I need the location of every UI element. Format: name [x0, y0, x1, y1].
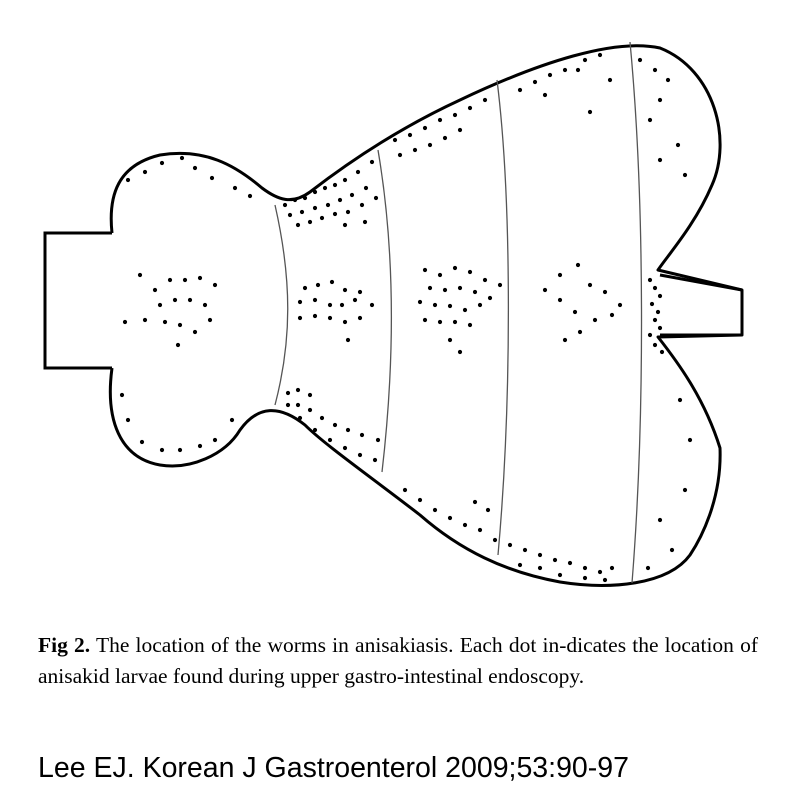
larva-dot	[126, 178, 130, 182]
citation: Lee EJ. Korean J Gastroenterol 2009;53:90-97	[38, 752, 629, 784]
larva-dot	[648, 118, 652, 122]
larva-dot	[183, 278, 187, 282]
larva-dot	[458, 286, 462, 290]
larva-dot	[483, 98, 487, 102]
larva-dot	[683, 173, 687, 177]
larva-dot	[523, 548, 527, 552]
larva-dot	[178, 323, 182, 327]
larva-dot	[343, 223, 347, 227]
larva-dot	[638, 58, 642, 62]
larva-dot	[563, 338, 567, 342]
larva-dot	[653, 286, 657, 290]
larva-dot	[453, 320, 457, 324]
larva-dot	[478, 303, 482, 307]
larva-dot	[656, 310, 660, 314]
larva-dot	[213, 438, 217, 442]
larva-dot	[658, 98, 662, 102]
larva-dot	[398, 153, 402, 157]
caption-text: The location of the worms in anisakiasis. Each dot in-dicates the location of anisakid larvae found during upper gastro-intestinal endoscopy.	[38, 633, 758, 688]
larva-dot	[363, 220, 367, 224]
larva-dot	[648, 278, 652, 282]
larva-dot	[313, 190, 317, 194]
larva-dot	[670, 548, 674, 552]
larva-dot	[288, 213, 292, 217]
larva-dot	[658, 518, 662, 522]
larva-dot	[403, 488, 407, 492]
larva-dot	[463, 523, 467, 527]
larva-dot	[473, 290, 477, 294]
larva-dot	[346, 210, 350, 214]
larva-dot	[296, 388, 300, 392]
larva-dot	[303, 196, 307, 200]
larva-dot	[598, 570, 602, 574]
larva-dot	[168, 278, 172, 282]
larva-dot	[313, 298, 317, 302]
larva-dot	[360, 433, 364, 437]
larva-dot	[653, 343, 657, 347]
larva-dot	[364, 186, 368, 190]
larva-dot	[413, 148, 417, 152]
larva-dot	[543, 288, 547, 292]
larva-dot	[468, 323, 472, 327]
larva-dot	[498, 283, 502, 287]
larva-dot	[308, 393, 312, 397]
larva-dot	[346, 338, 350, 342]
larva-dot	[433, 303, 437, 307]
larva-dot	[213, 283, 217, 287]
larva-dot	[316, 283, 320, 287]
larva-dot	[610, 313, 614, 317]
larva-dot	[298, 416, 302, 420]
larva-dot	[358, 316, 362, 320]
larva-dot	[188, 298, 192, 302]
larva-dot	[583, 566, 587, 570]
larva-dot	[676, 143, 680, 147]
larva-dot	[453, 113, 457, 117]
larva-dot	[230, 418, 234, 422]
larva-dot	[210, 176, 214, 180]
larva-dot	[660, 350, 664, 354]
larva-dot	[443, 288, 447, 292]
larva-dot	[648, 333, 652, 337]
larva-dot	[423, 318, 427, 322]
larva-dot	[313, 206, 317, 210]
larva-dot	[603, 578, 607, 582]
larva-dot	[533, 80, 537, 84]
larva-dot	[508, 543, 512, 547]
larva-dot	[558, 573, 562, 577]
larva-dot	[418, 300, 422, 304]
larva-dot	[326, 203, 330, 207]
larva-dot	[126, 418, 130, 422]
larva-dot	[328, 316, 332, 320]
larva-dot	[488, 296, 492, 300]
larva-dot	[178, 448, 182, 452]
larva-dot	[298, 316, 302, 320]
larva-dot	[203, 303, 207, 307]
larva-dot	[543, 93, 547, 97]
divider-1	[275, 205, 288, 405]
larva-dot	[143, 170, 147, 174]
larva-dot	[423, 126, 427, 130]
larva-dot	[423, 268, 427, 272]
larva-dot	[333, 183, 337, 187]
larva-dot	[483, 278, 487, 282]
larva-dot	[538, 566, 542, 570]
larva-dot	[518, 88, 522, 92]
larva-dot	[360, 203, 364, 207]
larva-dot	[658, 294, 662, 298]
larva-dot	[283, 203, 287, 207]
larva-dot	[286, 391, 290, 395]
larva-dot	[578, 330, 582, 334]
larva-dot	[486, 508, 490, 512]
larva-dot	[583, 576, 587, 580]
figure-caption	[38, 630, 758, 692]
larva-dot	[598, 53, 602, 57]
larva-dot	[193, 330, 197, 334]
larva-dot	[653, 68, 657, 72]
region-dividers	[275, 42, 642, 583]
larva-dot	[286, 403, 290, 407]
larva-dot	[320, 216, 324, 220]
larva-dot	[138, 273, 142, 277]
pylorus-channel	[660, 275, 742, 335]
larva-dot	[468, 270, 472, 274]
larva-dot	[618, 303, 622, 307]
larva-dot	[343, 320, 347, 324]
larva-dot	[653, 318, 657, 322]
larva-dot	[473, 500, 477, 504]
larva-dot	[298, 300, 302, 304]
larva-dot	[370, 160, 374, 164]
larva-dot	[313, 314, 317, 318]
esophagus-stub	[45, 233, 112, 368]
larva-dot	[418, 498, 422, 502]
larva-dot	[176, 343, 180, 347]
larva-dot	[428, 286, 432, 290]
larva-dot	[296, 223, 300, 227]
larva-dot	[683, 488, 687, 492]
larva-dot	[558, 273, 562, 277]
larva-dot	[463, 308, 467, 312]
divider-2	[378, 150, 391, 472]
larva-dot	[678, 398, 682, 402]
larva-dot	[193, 166, 197, 170]
larva-dot	[688, 438, 692, 442]
larva-dot	[158, 303, 162, 307]
larva-dot	[308, 220, 312, 224]
divider-4	[630, 42, 642, 583]
larva-dot	[593, 318, 597, 322]
larva-dot	[323, 186, 327, 190]
larva-dot	[303, 286, 307, 290]
larva-dot	[573, 310, 577, 314]
larva-dot	[328, 438, 332, 442]
larva-dot	[343, 178, 347, 182]
larva-dot	[438, 273, 442, 277]
larva-dot	[428, 143, 432, 147]
larva-dot	[650, 302, 654, 306]
larva-dot	[208, 318, 212, 322]
larva-dot	[300, 210, 304, 214]
larva-dot	[666, 78, 670, 82]
larva-dot	[373, 458, 377, 462]
larva-dot	[340, 303, 344, 307]
larva-dot	[313, 428, 317, 432]
larva-dot	[248, 194, 252, 198]
larva-dot	[343, 446, 347, 450]
larva-dot	[233, 186, 237, 190]
larva-dot	[123, 320, 127, 324]
larva-dot	[538, 553, 542, 557]
larva-dot	[493, 538, 497, 542]
larva-dot	[583, 58, 587, 62]
larva-dot	[198, 444, 202, 448]
larva-dot	[563, 68, 567, 72]
larva-dot	[558, 298, 562, 302]
larva-dot	[588, 283, 592, 287]
larva-dot	[576, 68, 580, 72]
larva-dot	[438, 118, 442, 122]
larva-dot	[448, 338, 452, 342]
larva-dot	[198, 276, 202, 280]
larva-dot	[518, 563, 522, 567]
larva-dot	[296, 403, 300, 407]
larva-dot	[333, 212, 337, 216]
larva-dot	[153, 288, 157, 292]
larva-dot	[160, 448, 164, 452]
larva-dot	[393, 138, 397, 142]
larva-dot	[143, 318, 147, 322]
larva-dot	[408, 133, 412, 137]
larva-dot	[353, 298, 357, 302]
larva-dot	[350, 193, 354, 197]
larva-dot	[346, 428, 350, 432]
larva-dot	[646, 566, 650, 570]
larva-dot	[160, 161, 164, 165]
larva-dot	[478, 528, 482, 532]
larva-dot	[588, 110, 592, 114]
larva-dot	[333, 423, 337, 427]
larva-dot	[343, 288, 347, 292]
divider-3	[497, 80, 508, 555]
larva-dot	[433, 508, 437, 512]
larva-dot	[120, 393, 124, 397]
larva-dot	[173, 298, 177, 302]
larva-dot	[458, 128, 462, 132]
larva-dot	[358, 453, 362, 457]
larva-dot	[568, 561, 572, 565]
larva-dot	[658, 326, 662, 330]
larva-dot	[376, 438, 380, 442]
larva-dot	[328, 303, 332, 307]
larva-dot	[370, 303, 374, 307]
larva-dot	[548, 73, 552, 77]
larva-dot	[458, 350, 462, 354]
larva-dot	[374, 196, 378, 200]
larva-dot	[438, 320, 442, 324]
larva-dot	[330, 280, 334, 284]
caption-label: Fig 2.	[38, 633, 91, 657]
larva-dot	[443, 136, 447, 140]
larva-dot	[610, 566, 614, 570]
larva-dot	[468, 106, 472, 110]
larva-dot	[448, 516, 452, 520]
larva-dot	[338, 198, 342, 202]
larva-dot	[358, 290, 362, 294]
larva-dot	[356, 170, 360, 174]
larva-dot	[140, 440, 144, 444]
larva-dot	[320, 416, 324, 420]
larva-dot	[448, 304, 452, 308]
larva-dot	[608, 78, 612, 82]
larva-dot	[308, 408, 312, 412]
larva-dot	[603, 290, 607, 294]
larva-dot	[293, 198, 297, 202]
larva-dot	[576, 263, 580, 267]
larva-dot	[553, 558, 557, 562]
larva-dot	[453, 266, 457, 270]
larva-dot	[658, 158, 662, 162]
larva-dot	[163, 320, 167, 324]
larva-dot	[180, 156, 184, 160]
